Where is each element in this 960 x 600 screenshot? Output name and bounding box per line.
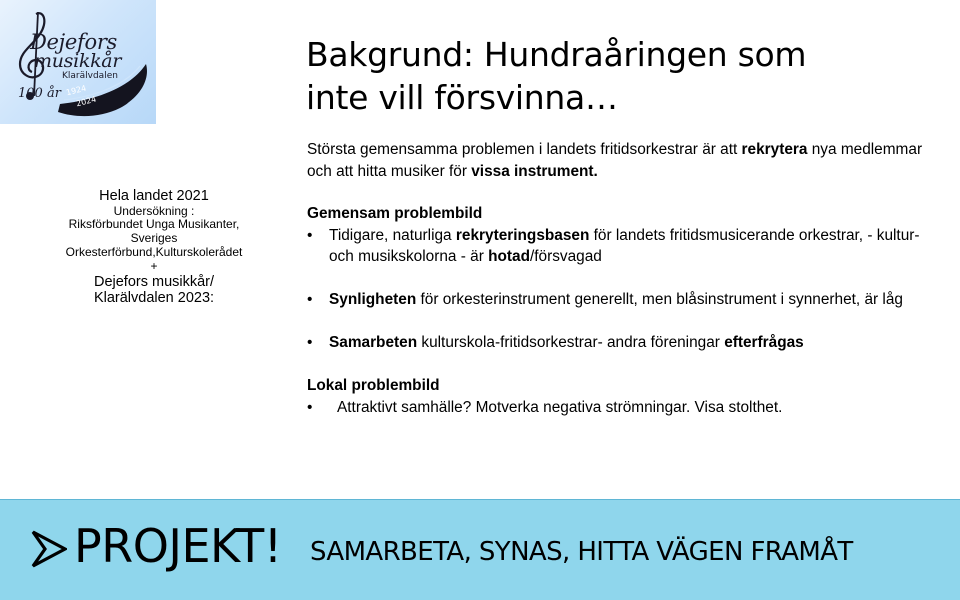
project-heading: PROJEKT!	[74, 519, 282, 573]
local-heading: Lokal problembild	[307, 377, 440, 394]
item1-bold-1: rekryteringsbasen	[455, 226, 590, 244]
slide-content	[307, 139, 937, 418]
sources-line7: Dejefors musikkår/	[93, 273, 215, 290]
local-problem-list	[307, 397, 937, 419]
intro-text-1: Största gemensamma problemen i landets fritidsorkestrar är att	[307, 141, 742, 158]
sources-line4: Sveriges	[130, 231, 178, 246]
intro-bold-1: rekrytera	[741, 141, 808, 158]
bullet-icon: •	[307, 291, 313, 308]
logo-place: Klarälvdalen	[62, 71, 118, 81]
bullet-icon: •	[307, 334, 313, 351]
intro-paragraph	[307, 139, 937, 182]
slide-title	[306, 34, 926, 120]
item1-text-2: för landets fritidsmusicerande orkestrar, - kultur- och musikskolorna - är	[329, 226, 920, 265]
sources-line1: Hela landet 2021	[99, 188, 209, 204]
item2-bold-1: Synligheten	[329, 291, 417, 308]
logo-name-line2: musikkår	[34, 50, 122, 72]
intro-text-2: nya medlemmar och att hitta musiker för	[307, 141, 923, 180]
list-spacer	[307, 311, 937, 333]
bullet-icon: •	[307, 398, 313, 416]
local-item1-text: Attraktivt samhälle? Motverka negativa strömningar. Visa stolthet.	[337, 398, 783, 416]
list-spacer	[307, 268, 937, 290]
item1-text-1: Tidigare, naturliga	[329, 226, 456, 244]
title-line2: inte vill försvinna…	[306, 77, 618, 117]
sources-line2: Undersökning :	[113, 203, 195, 218]
item3-bold-2: efterfrågas	[724, 334, 804, 351]
logo-year-start: 1924	[65, 83, 88, 98]
list-item	[307, 289, 937, 311]
list-item	[307, 397, 937, 419]
common-problem-list	[307, 225, 937, 354]
item1-text-3: /försvagad	[529, 248, 602, 265]
sources-line3: Riksförbundet Unga Musikanter,	[68, 217, 240, 232]
list-item	[307, 225, 937, 268]
item3-bold-1: Samarbeten	[329, 334, 418, 351]
bullet-icon: •	[307, 226, 313, 244]
common-heading: Gemensam problembild	[307, 205, 483, 222]
title-line1: Bakgrund: Hundraåringen som	[306, 35, 807, 74]
project-slogan: SAMARBETA, SYNAS, HITTA VÄGEN FRAMÅT	[310, 537, 853, 567]
logo-year-end: 2024	[75, 94, 98, 109]
survey-sources	[40, 188, 268, 307]
item3-text-1: kulturskola-fritidsorkestrar- andra föreningar	[417, 334, 725, 351]
item1-bold-2: hotad	[488, 248, 530, 265]
list-item	[307, 332, 937, 354]
item2-text-1: för orkesterinstrument generellt, men blåsinstrument i synnerhet, är låg	[416, 291, 903, 308]
intro-bold-2: vissa instrument.	[471, 162, 598, 180]
logo-name-line1: Dejefors	[30, 30, 118, 54]
sources-line5: Orkesterförbund,Kulturskolerådet	[65, 245, 243, 260]
arrow-bullet-icon	[31, 530, 67, 568]
logo-anniversary: 100 år	[18, 86, 61, 101]
sources-line6: +	[150, 258, 158, 273]
sources-line8: Klarälvdalen 2023:	[93, 290, 215, 307]
dejefors-logo	[0, 0, 156, 124]
